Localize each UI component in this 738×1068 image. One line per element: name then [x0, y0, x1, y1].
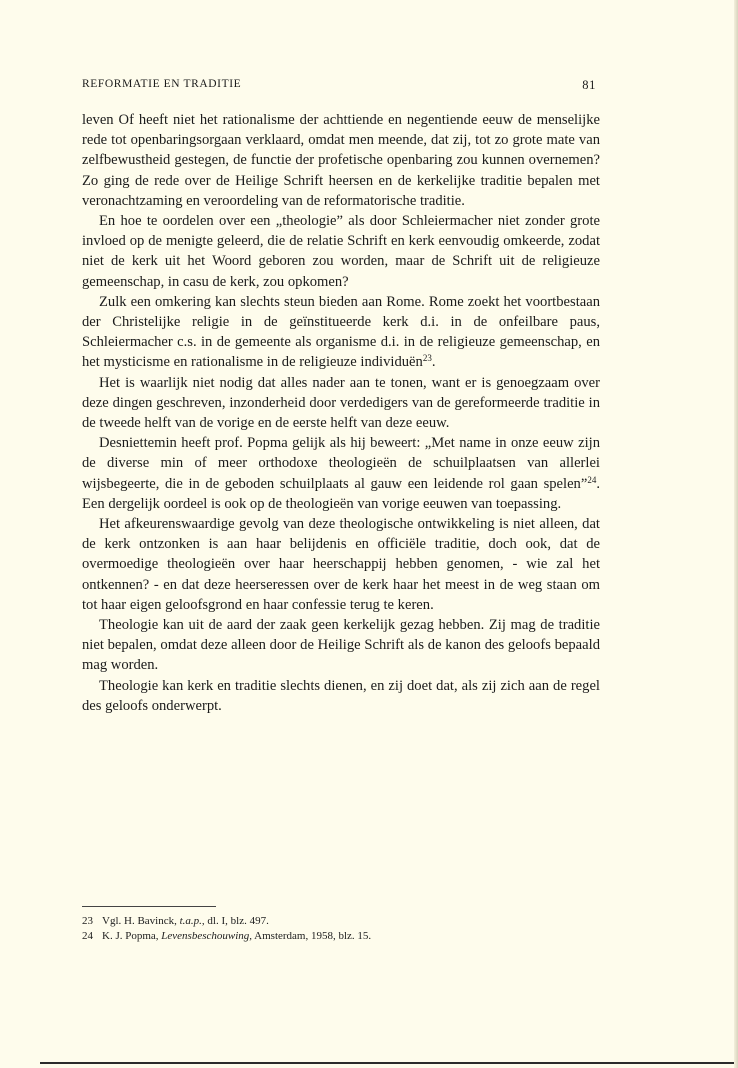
page-number: 81: [582, 78, 596, 92]
paragraph-3: Zulk een omkering kan slechts steun bieden aan Rome. Rome zoekt het voortbestaan der Christelijke religie in de geïnstitueerde kerk d.i. in de onfeilbare paus, Schleiermacher c.s. in de gemeente als organisme d.i. in de religieuze gemeenschap, en het mysticisme en rationalisme in de religieuze individuën$^{23}$.: [82, 293, 600, 371]
paragraph-4: Het is waarlijk niet nodig dat alles nader aan te tonen, want er is genoegzaam over deze dingen geschreven, inzonderheid door verdedigers van de gereformeerde traditie in de tweede helft van de vorige en de eerste helft van deze eeuw.: [82, 374, 600, 432]
paragraph-8: Theologie kan kerk en traditie slechts dienen, en zij doet dat, als zij zich aan de regel des geloofs onderwerpt.: [82, 677, 600, 714]
paragraph-5: Desniettemin heeft prof. Popma gelijk als hij beweert: „Met name in onze eeuw zijn de diverse min of meer orthodoxe theologieën de schuilplaatsen van allerlei wijsbegeerte, die in de geboden schuilplaats al gauw een leidende rol gaan spelen”$^{24}$. Een dergelijk oordeel is ook op de theologieën van vorige eeuwen van toepassing.: [82, 435, 600, 512]
footnote-number: 24: [82, 930, 93, 942]
running-title: REFORMATIE EN TRADITIE: [82, 78, 242, 90]
footnote-23: 23 Vgl. H. Bavinck, t.a.p., dl. I, blz. 497.: [82, 915, 269, 927]
footnotes: [82, 914, 602, 944]
footnote-italic: Levensbeschouwing,: [161, 930, 253, 942]
paragraph-2: En hoe te oordelen over een „theologie” als door Schleiermacher niet zonder grote invloed op de menigte geleerd, die de relatie Schrift en kerk eenvoudig omkeerde, zodat niet de kerk uit het Woord geboren zou worden, maar de Schrift uit de religieuze gemeenschap, in casu de kerk, zou opkomen?: [82, 213, 600, 290]
footnote-number: 23: [82, 915, 93, 927]
paragraph-7: Theologie kan uit de aard der zaak geen kerkelijk gezag hebben. Zij mag de traditie niet bepalen, omdat deze alleen door de Heilige Schrift als de kanon des geloofs bepaald mag worden.: [82, 617, 600, 674]
footnote-ref-23[interactable]: 23: [422, 353, 432, 364]
footnote-ref-24[interactable]: 24: [587, 474, 597, 485]
running-head: [82, 78, 596, 94]
paragraph-6: Het afkeurenswaardige gevolg van deze theologische ontwikkeling is niet alleen, dat de kerk ontzonken is aan haar belijdenis en officiële traditie, doch ook, dat de overmoedige theologieën over haar heerschappij hebben genomen, - wie zal het ontkennen? - en dat deze heerseressen over de kerk haar het meest in de weg staan om tot haar eigen geloofsgrond en haar confessie terug te keren.: [82, 516, 600, 613]
footnote-italic: t.a.p.,: [179, 915, 205, 927]
footnote-24: 24 K. J. Popma, Levensbeschouwing, Amsterdam, 1958, blz. 15.: [82, 930, 372, 942]
scan-right-edge: [734, 0, 738, 1068]
paragraph-1: leven Of heeft niet het rationalisme der achttiende en negentiende eeuw de menselijke rede tot openbaringsorgaan verklaard, omdat men meende, dat zij, tot zo grote mate van zelfbewustheid gestegen, de functie der profetische openbaring zou kunnen overnemen? Zo ging de rede over de Heilige Schrift heersen en de kerkelijke traditie bepalen met veronachtzaming en veroordeling van de reformatorische traditie.: [82, 112, 600, 209]
scan-bottom-edge: [40, 1062, 738, 1064]
body-text: [82, 110, 600, 716]
footnote-divider: [82, 906, 216, 907]
